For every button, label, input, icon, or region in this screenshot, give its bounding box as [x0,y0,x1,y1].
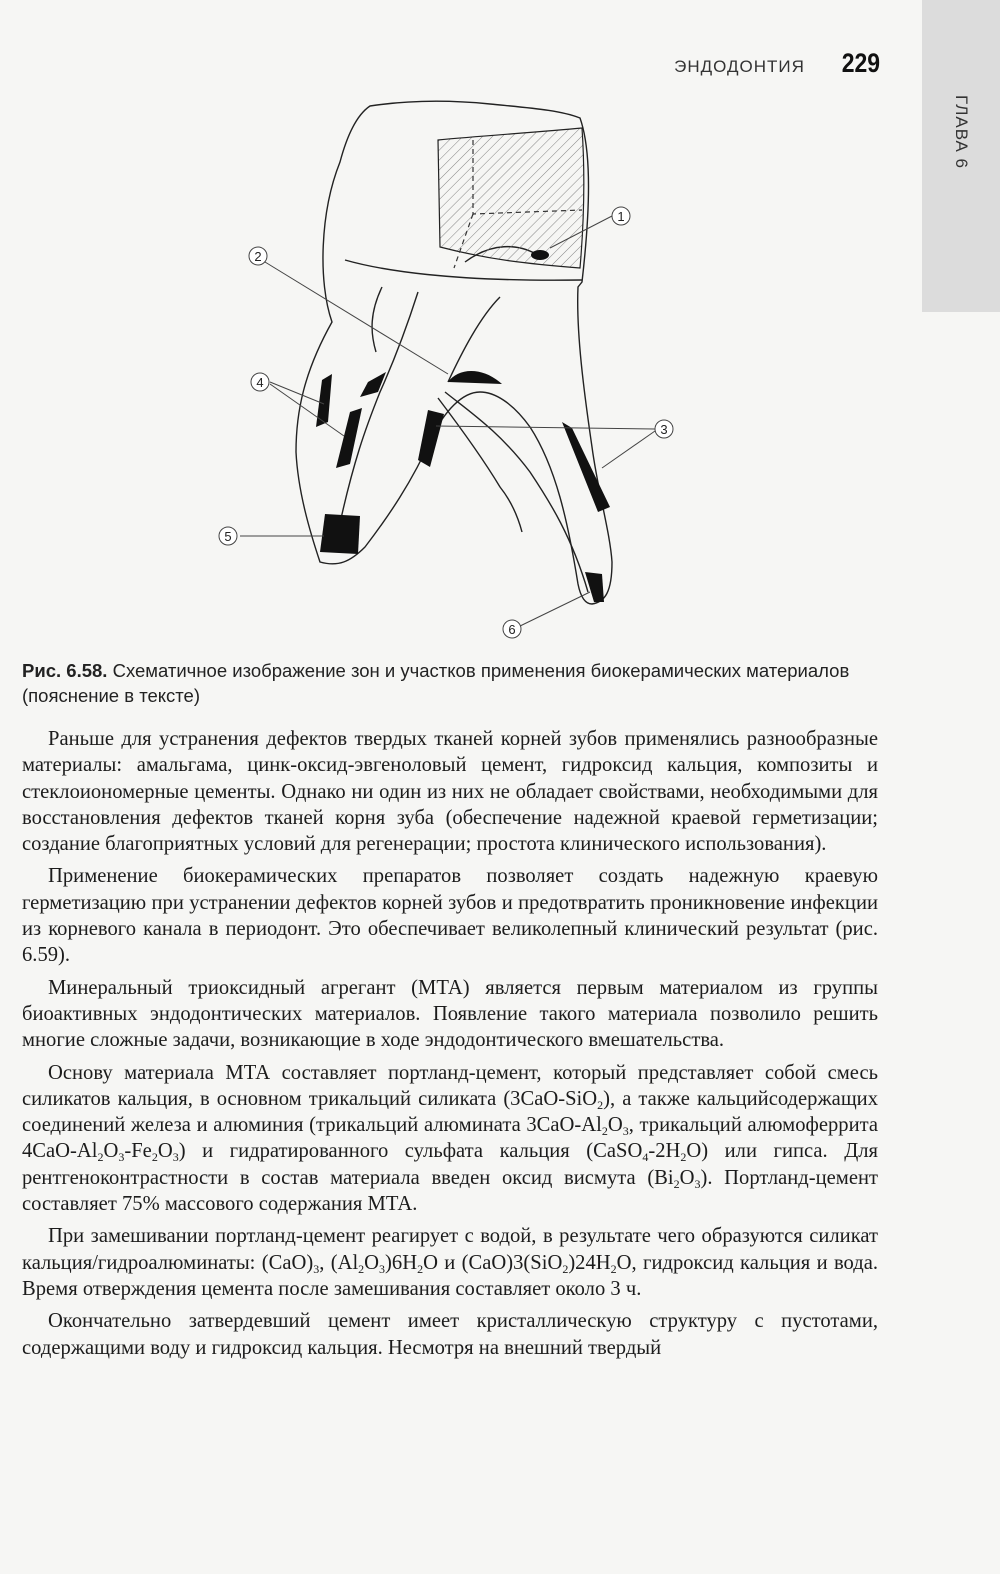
text-run: Минеральный триоксидный агрегант (МТА) является первым материалом из группы биоактивных эндодонтических материалов. Появление такого материала позволило решить многие сложные задачи, возникающие в ходе эндодонтического вмешательства. [22,976,878,1052]
svg-text:4: 4 [256,375,264,390]
subscript: 3 [622,1124,629,1139]
text-run: O) или гипса. Для рентгеноконтрастности в состав материала введен оксид висмута (Bi [22,1140,878,1189]
subscript: 3 [118,1150,125,1165]
paragraph [22,726,878,857]
text-run: При замешивании портланд-цемент реагирует с водой, в результате чего образуются силикат кальция/гидроалюминаты: (CaO) [22,1225,878,1274]
paragraph [22,1308,878,1361]
figure-label-3 [655,420,673,438]
text-run: Основу материала МТА составляет портланд-цемент, который представляет собой смесь силикатов кальция, в основном трикальций силиката (3CaO-SiO [22,1061,878,1110]
tooth-figure [200,92,700,652]
restoration-hatch [438,128,584,268]
subscript: 2 [680,1150,687,1165]
text-run: ) и гидратированного сульфата кальция (CaSO [178,1140,643,1163]
text-run: -2H [648,1140,681,1163]
subscript: 2 [673,1176,680,1191]
text-run: O, гидроксид кальция и вода. Время отверждения цемента после замешивания составляет около 3 ч. [22,1251,878,1300]
page-header [640,48,880,82]
figure-label-6 [503,620,521,638]
text-run: Раньше для устранения дефектов твердых тканей корней зубов применялись разнообразные материалы: амальгама, цинк-оксид-эвгеноловый цемент, гидроксид кальция, композиты и стеклоиономерные цементы. Однако ни один из них не обладает свойствами, необходимыми для восстановления дефектов тканей корня зуба (обеспечение надежной краевой герметизации; создание благоприятных условий для регенерации; простота клинического использования). [22,728,878,856]
figure-label-4 [251,373,269,391]
text-run: Применение биокерамических препаратов позволяет создать надежную краевую герметизацию при устранении дефектов корней зубов и предотвратить проникновение инфекции из корневого канала в периодонт. Это обеспечивает великолепный клинический результат (рис. 6.59). [22,865,878,967]
chapter-tab [922,0,1000,312]
svg-text:6: 6 [508,622,516,637]
paragraph [22,1223,878,1302]
running-head: ЭНДОДОНТИЯ [674,57,805,76]
chapter-tab-label: ГЛАВА 6 [952,94,971,170]
subscript: 2 [601,1124,608,1139]
text-run: O и (CaO)3(SiO [423,1251,563,1274]
text-run: ), а также кальцийсодержащих соединений железа и алюминия (трикальций алюмината 3CaO-Al [22,1087,878,1137]
subscript: 4 [642,1150,649,1165]
subscript: 2 [151,1150,158,1165]
svg-text:3: 3 [660,422,668,437]
svg-text:1: 1 [617,209,625,224]
subscript: 3 [313,1261,320,1276]
figure-label-2 [249,247,267,265]
subscript: 3 [172,1150,179,1165]
text-run: Окончательно затвердевший цемент имеет кристаллическую структуру с пустотами, содержащими воду и гидроксид кальция. Несмотря на внешний твердый [22,1310,878,1359]
caption-label: Рис. 6.58. [22,660,108,681]
paragraph [22,975,878,1054]
subscript: 2 [358,1261,365,1276]
body-text [22,726,878,1367]
text-run: O [607,1114,623,1137]
subscript: 2 [610,1261,617,1276]
svg-text:2: 2 [254,249,262,264]
tooth-diagram [200,92,700,652]
subscript: 3 [694,1176,701,1191]
subscript: 2 [417,1261,424,1276]
text-run: , (Al [319,1251,359,1274]
subscript: 2 [597,1097,604,1112]
text-run: ). Портланд-цемент составляет 75% массового содержания МТА. [22,1166,878,1216]
text-run: O [364,1251,380,1274]
furcation-seal [448,371,502,384]
text-run: )6H [385,1251,418,1274]
page-number: 229 [841,48,880,78]
caption-text: Схематичное изображение зон и участков применения биокерамических материалов (пояснение в тексте) [22,660,850,706]
subscript: 2 [97,1150,104,1165]
figure-label-5 [219,527,237,545]
figure-label-1 [612,207,630,225]
text-run: O [679,1166,695,1189]
text-run: O [157,1140,173,1163]
svg-text:5: 5 [224,529,232,544]
text-run: O [103,1140,119,1163]
paragraph [22,863,878,968]
paragraph [22,1060,878,1218]
text-run: -Fe [124,1140,152,1163]
subscript: 3 [379,1261,386,1276]
subscript: 2 [562,1261,569,1276]
text-run: , трикальций алюмоферрита 4CaO-Al [22,1114,879,1163]
text-run: )24H [568,1251,611,1274]
figure-caption [22,658,882,708]
